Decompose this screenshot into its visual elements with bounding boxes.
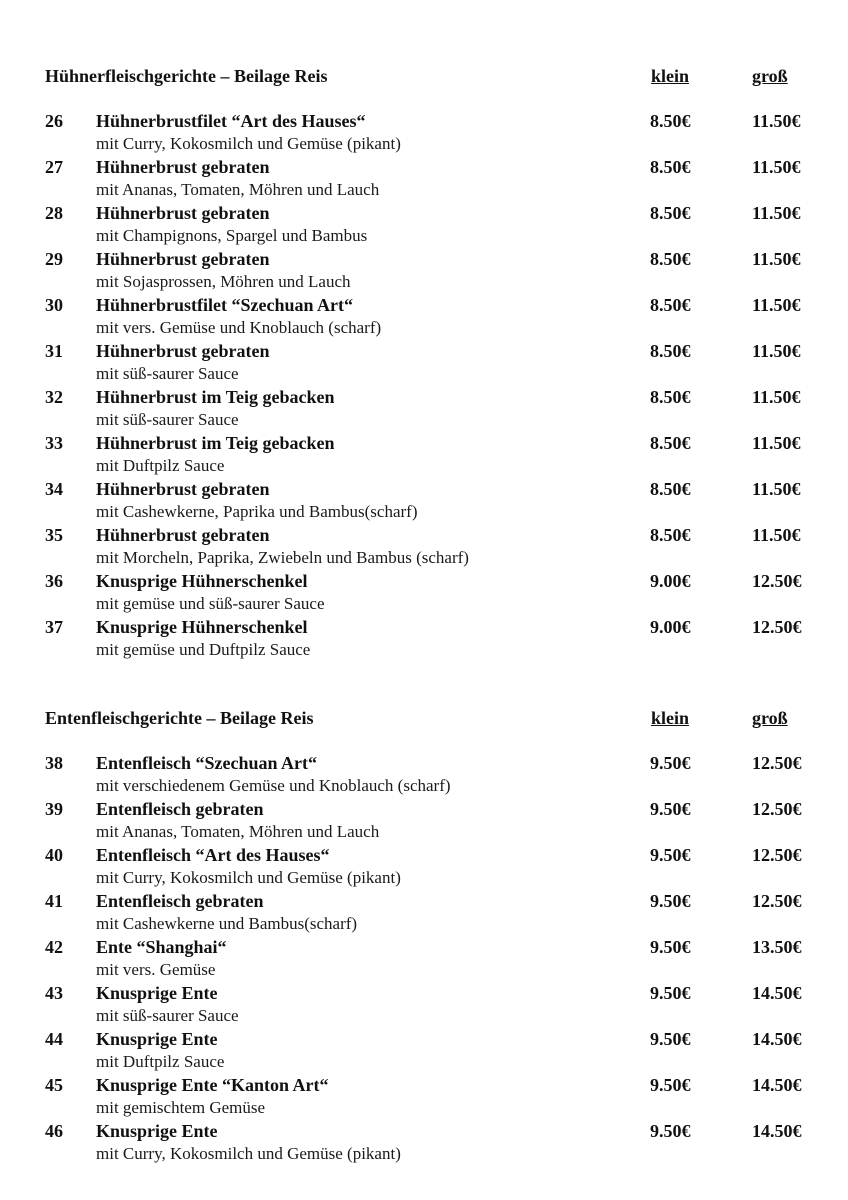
section-title: Entenfleischgerichte – Beilage Reis [45,708,314,728]
menu-item [45,478,825,524]
section-title: Hühnerfleischgerichte – Beilage Reis [45,66,328,86]
item-number: 44 [45,1029,63,1049]
price-small: 9.50€ [650,1121,691,1141]
item-number: 37 [45,617,63,637]
price-small: 9.50€ [650,753,691,773]
item-description: mit süß-saurer Sauce [96,410,239,429]
item-description: mit gemischtem Gemüse [96,1098,266,1117]
item-description: mit Cashewkerne und Bambus(scharf) [96,914,358,933]
menu-item [45,1074,825,1120]
price-small: 8.50€ [650,157,691,177]
menu-item [45,1028,825,1074]
price-large: 11.50€ [752,249,801,269]
menu-item-list [45,752,825,1166]
column-header-small: klein [651,708,690,728]
price-small: 9.00€ [650,571,691,591]
item-number: 26 [45,111,63,131]
item-description: mit Champignons, Spargel und Bambus [96,226,368,245]
price-large: 12.50€ [752,845,802,865]
menu-item [45,844,825,890]
item-name: Knusprige Hühnerschenkel [96,617,308,637]
price-small: 9.50€ [650,983,691,1003]
item-name: Hühnerbrust gebraten [96,341,270,361]
item-name: Hühnerbrust im Teig gebacken [96,387,335,407]
price-large: 13.50€ [752,937,802,957]
item-name: Knusprige Hühnerschenkel [96,571,308,591]
price-small: 9.50€ [650,1029,691,1049]
menu-item [45,982,825,1028]
item-description: mit Morcheln, Paprika, Zwiebeln und Bambus (scharf) [96,548,469,567]
price-large: 11.50€ [752,111,801,131]
item-description: mit Cashewkerne, Paprika und Bambus(scharf) [96,502,418,521]
item-description: mit süß-saurer Sauce [96,364,239,383]
item-number: 28 [45,203,63,223]
menu-item [45,386,825,432]
menu-item [45,432,825,478]
price-large: 12.50€ [752,891,802,911]
price-large: 11.50€ [752,433,801,453]
item-name: Hühnerbrust gebraten [96,479,270,499]
price-small: 8.50€ [650,295,691,315]
menu-item [45,798,825,844]
item-description: mit Ananas, Tomaten, Möhren und Lauch [96,822,380,841]
menu-item [45,156,825,202]
item-number: 41 [45,891,63,911]
price-large: 12.50€ [752,571,802,591]
price-small: 9.50€ [650,799,691,819]
price-large: 12.50€ [752,617,802,637]
price-large: 11.50€ [752,295,801,315]
item-name: Hühnerbrust gebraten [96,203,270,223]
menu-item [45,248,825,294]
item-name: Entenfleisch gebraten [96,799,264,819]
menu-item [45,936,825,982]
item-number: 35 [45,525,63,545]
menu-item [45,340,825,386]
item-number: 39 [45,799,63,819]
menu-item [45,890,825,936]
price-large: 14.50€ [752,1121,802,1141]
item-name: Entenfleisch “Szechuan Art“ [96,753,318,773]
item-number: 40 [45,845,63,865]
item-description: mit gemüse und Duftpilz Sauce [96,640,311,659]
section-header [45,707,825,730]
price-large: 14.50€ [752,983,802,1003]
price-small: 9.50€ [650,937,691,957]
menu-item [45,524,825,570]
item-number: 30 [45,295,63,315]
item-name: Entenfleisch “Art des Hauses“ [96,845,330,865]
item-description: mit gemüse und süß-saurer Sauce [96,594,325,613]
item-description: mit Curry, Kokosmilch und Gemüse (pikant) [96,134,401,153]
item-name: Knusprige Ente [96,983,218,1003]
item-description: mit Duftpilz Sauce [96,1052,225,1071]
section-chicken [45,65,825,659]
item-number: 36 [45,571,63,591]
item-number: 38 [45,753,63,773]
menu-item [45,202,825,248]
item-name: Knusprige Ente “Kanton Art“ [96,1075,329,1095]
item-name: Hühnerbrustfilet “Szechuan Art“ [96,295,354,315]
price-small: 9.50€ [650,891,691,911]
price-small: 8.50€ [650,249,691,269]
price-large: 14.50€ [752,1029,802,1049]
price-large: 12.50€ [752,799,802,819]
menu-item [45,110,825,156]
menu-item-list [45,110,825,662]
item-number: 27 [45,157,63,177]
section-header [45,65,825,88]
price-small: 9.50€ [650,1075,691,1095]
price-small: 8.50€ [650,111,691,131]
item-name: Hühnerbrust im Teig gebacken [96,433,335,453]
item-number: 31 [45,341,63,361]
item-number: 42 [45,937,63,957]
item-description: mit Ananas, Tomaten, Möhren und Lauch [96,180,380,199]
menu-item [45,752,825,798]
price-small: 9.50€ [650,845,691,865]
item-description: mit Curry, Kokosmilch und Gemüse (pikant) [96,868,401,887]
item-name: Hühnerbrust gebraten [96,157,270,177]
item-description: mit verschiedenem Gemüse und Knoblauch (scharf) [96,776,451,795]
price-large: 14.50€ [752,1075,802,1095]
item-number: 43 [45,983,63,1003]
price-large: 11.50€ [752,157,801,177]
menu-item [45,570,825,616]
item-name: Knusprige Ente [96,1121,218,1141]
price-large: 11.50€ [752,203,801,223]
item-name: Ente “Shanghai“ [96,937,227,957]
item-number: 33 [45,433,63,453]
column-header-small: klein [651,66,690,86]
item-description: mit vers. Gemüse und Knoblauch (scharf) [96,318,382,337]
column-header-large: groß [752,66,788,86]
price-small: 8.50€ [650,341,691,361]
menu-item [45,616,825,662]
price-small: 8.50€ [650,387,691,407]
item-number: 45 [45,1075,63,1095]
section-duck [45,707,825,1163]
menu-item [45,294,825,340]
price-small: 8.50€ [650,479,691,499]
item-description: mit Curry, Kokosmilch und Gemüse (pikant) [96,1144,401,1163]
item-description: mit vers. Gemüse [96,960,216,979]
price-small: 8.50€ [650,525,691,545]
price-large: 11.50€ [752,479,801,499]
price-large: 11.50€ [752,341,801,361]
item-number: 34 [45,479,63,499]
price-large: 11.50€ [752,387,801,407]
item-number: 32 [45,387,63,407]
item-number: 29 [45,249,63,269]
price-small: 9.00€ [650,617,691,637]
item-number: 46 [45,1121,63,1141]
item-name: Hühnerbrustfilet “Art des Hauses“ [96,111,366,131]
item-name: Hühnerbrust gebraten [96,525,270,545]
item-name: Knusprige Ente [96,1029,218,1049]
item-description: mit Sojasprossen, Möhren und Lauch [96,272,351,291]
price-small: 8.50€ [650,433,691,453]
price-small: 8.50€ [650,203,691,223]
item-description: mit süß-saurer Sauce [96,1006,239,1025]
item-name: Hühnerbrust gebraten [96,249,270,269]
price-large: 11.50€ [752,525,801,545]
column-header-large: groß [752,708,788,728]
item-name: Entenfleisch gebraten [96,891,264,911]
menu-item [45,1120,825,1166]
price-large: 12.50€ [752,753,802,773]
item-description: mit Duftpilz Sauce [96,456,225,475]
